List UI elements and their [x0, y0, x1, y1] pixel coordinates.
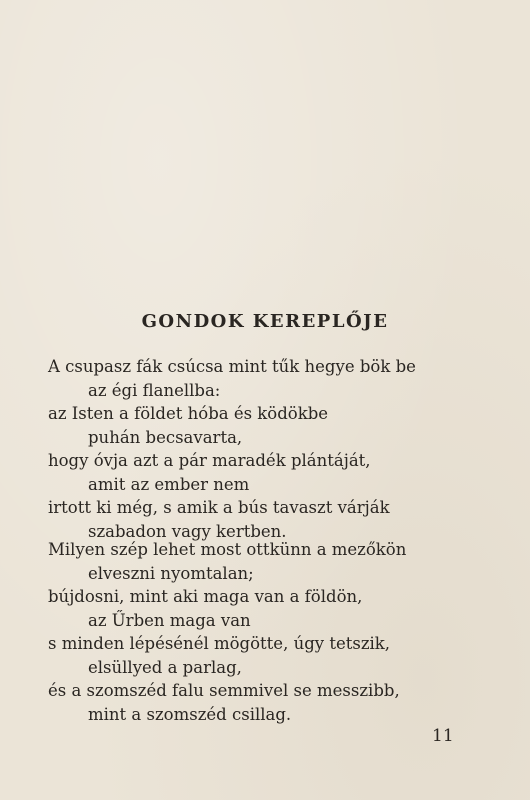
poem-line: elveszni nyomtalan; — [88, 563, 254, 583]
poem-line: az Isten a földet hóba és ködökbe — [48, 404, 329, 423]
poem-line: Milyen szép lehet most ottkünn a mezőkön — [48, 540, 407, 559]
poem-line: az Űrben maga van — [88, 610, 251, 630]
poem-line: irtott ki még, s amik a bús tavaszt várják — [48, 498, 390, 517]
poem-line: hogy óvja azt a pár maradék plántáját, — [48, 451, 371, 470]
poem-title: GONDOK KEREPLŐJE — [141, 311, 389, 332]
poem-line: mint a szomszéd csillag. — [88, 704, 292, 724]
poem-line: amit az ember nem — [88, 474, 250, 494]
poem-line: és a szomszéd falu semmivel se messzibb, — [48, 681, 400, 700]
poem-line: bújdosni, mint aki maga van a földön, — [48, 587, 363, 606]
poem-line: puhán becsavarta, — [88, 427, 243, 447]
poem-line: szabadon vagy kertben. — [88, 521, 287, 541]
poem-line: elsüllyed a parlag, — [88, 657, 242, 677]
poem-line: s minden lépésénél mögötte, úgy tetszik, — [48, 634, 391, 653]
poem-stanza — [48, 538, 406, 726]
page-number: 11 — [432, 726, 454, 746]
poem-stanza — [48, 355, 416, 543]
poem-line: A csupasz fák csúcsa mint tűk hegye bök be — [48, 357, 416, 376]
poem-line: az égi flanellba: — [88, 380, 221, 400]
